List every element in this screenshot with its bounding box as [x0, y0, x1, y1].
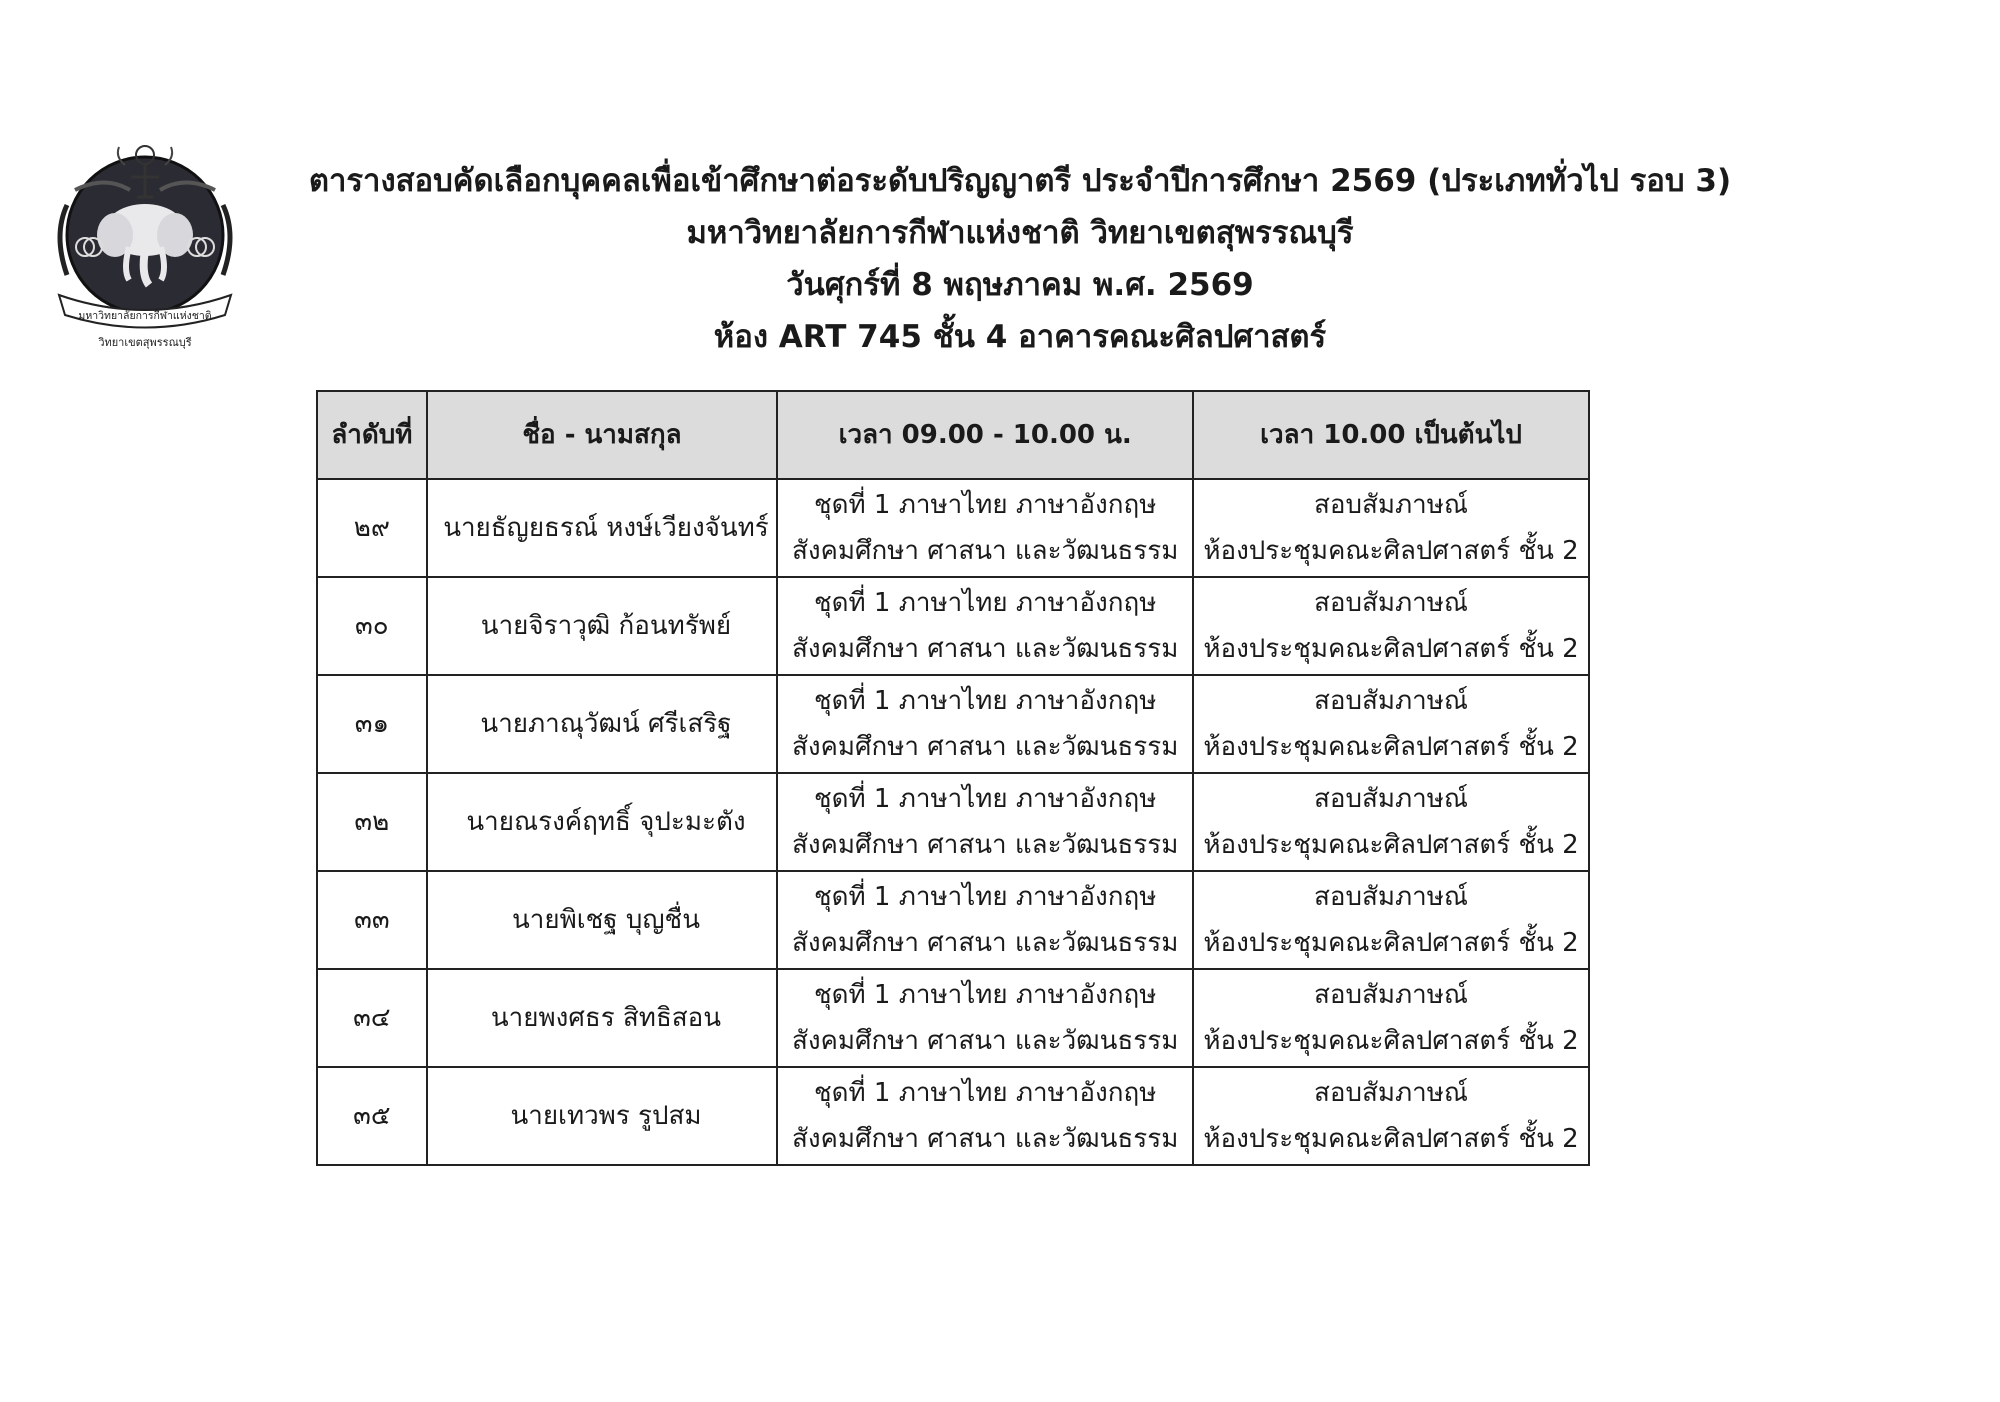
row-number: ๓๐	[317, 577, 427, 675]
row-number: ๒๙	[317, 479, 427, 577]
exam-line-1: ชุดที่ 1 ภาษาไทย ภาษาอังกฤษ	[813, 490, 1157, 520]
exam-line-2: สังคมศึกษา ศาสนา และวัฒนธรรม	[791, 1026, 1179, 1056]
table-row	[317, 871, 1589, 969]
row-number: ๓๔	[317, 969, 427, 1067]
interview-line-2: ห้องประชุมคณะศิลปศาสตร์ ชั้น 2	[1203, 1026, 1579, 1056]
written-exam-cell	[777, 871, 1193, 969]
svg-text:วิทยาเขตสุพรรณบุรี: วิทยาเขตสุพรรณบุรี	[98, 336, 192, 349]
written-exam-cell	[777, 577, 1193, 675]
table-row	[317, 1067, 1589, 1165]
row-number: ๓๑	[317, 675, 427, 773]
candidate-name: นายธัญยธรณ์ หงษ์เวียงจันทร์	[427, 479, 778, 577]
interview-line-1: สอบสัมภาษณ์	[1314, 882, 1469, 912]
exam-room: ห้อง ART 745 ชั้น 4 อาคารคณะศิลปศาสตร์	[713, 319, 1327, 355]
interview-line-2: ห้องประชุมคณะศิลปศาสตร์ ชั้น 2	[1203, 536, 1579, 566]
written-exam-cell	[777, 479, 1193, 577]
candidate-name: นายพงศธร สิทธิสอน	[427, 969, 778, 1067]
interview-cell	[1193, 675, 1589, 773]
exam-schedule-table	[316, 390, 1590, 1166]
row-number: ๓๒	[317, 773, 427, 871]
interview-line-1: สอบสัมภาษณ์	[1314, 1078, 1469, 1108]
interview-line-1: สอบสัมภาษณ์	[1314, 980, 1469, 1010]
exam-line-2: สังคมศึกษา ศาสนา และวัฒนธรรม	[791, 928, 1179, 958]
written-exam-cell	[777, 969, 1193, 1067]
exam-date: วันศุกร์ที่ 8 พฤษภาคม พ.ศ. 2569	[786, 267, 1254, 303]
interview-line-1: สอบสัมภาษณ์	[1314, 686, 1469, 716]
interview-cell	[1193, 969, 1589, 1067]
written-exam-cell	[777, 773, 1193, 871]
header-time-1: เวลา 09.00 - 10.00 น.	[777, 391, 1193, 479]
interview-cell	[1193, 1067, 1589, 1165]
exam-line-1: ชุดที่ 1 ภาษาไทย ภาษาอังกฤษ	[813, 980, 1157, 1010]
candidate-name: นายเทวพร รูปสม	[427, 1067, 778, 1165]
svg-text:มหาวิทยาลัยการกีฬาแห่งชาติ: มหาวิทยาลัยการกีฬาแห่งชาติ	[78, 310, 212, 322]
university-name: มหาวิทยาลัยการกีฬาแห่งชาติ วิทยาเขตสุพรรณบุรี	[686, 215, 1354, 251]
exam-line-1: ชุดที่ 1 ภาษาไทย ภาษาอังกฤษ	[813, 686, 1157, 716]
table-row	[317, 479, 1589, 577]
row-number: ๓๕	[317, 1067, 427, 1165]
exam-line-2: สังคมศึกษา ศาสนา และวัฒนธรรม	[791, 732, 1179, 762]
exam-line-2: สังคมศึกษา ศาสนา และวัฒนธรรม	[791, 1124, 1179, 1154]
candidate-name: นายณรงค์ฤทธิ์ จุปะมะตัง	[427, 773, 778, 871]
interview-cell	[1193, 577, 1589, 675]
interview-line-1: สอบสัมภาษณ์	[1314, 490, 1469, 520]
interview-line-2: ห้องประชุมคณะศิลปศาสตร์ ชั้น 2	[1203, 830, 1579, 860]
university-seal-icon	[45, 135, 245, 350]
table-row	[317, 577, 1589, 675]
exam-line-1: ชุดที่ 1 ภาษาไทย ภาษาอังกฤษ	[813, 882, 1157, 912]
interview-line-1: สอบสัมภาษณ์	[1314, 784, 1469, 814]
written-exam-cell	[777, 675, 1193, 773]
exam-line-1: ชุดที่ 1 ภาษาไทย ภาษาอังกฤษ	[813, 784, 1157, 814]
table-header-row	[317, 391, 1589, 479]
header-name: ชื่อ - นามสกุล	[427, 391, 778, 479]
candidate-name: นายจิราวุฒิ ก้อนทรัพย์	[427, 577, 778, 675]
exam-line-2: สังคมศึกษา ศาสนา และวัฒนธรรม	[791, 830, 1179, 860]
header-time-2: เวลา 10.00 เป็นต้นไป	[1193, 391, 1589, 479]
document-title: ตารางสอบคัดเลือกบุคคลเพื่อเข้าศึกษาต่อระดับปริญญาตรี ประจำปีการศึกษา 2569 (ประเภททั่วไป รอบ 3)	[308, 163, 1732, 199]
interview-line-2: ห้องประชุมคณะศิลปศาสตร์ ชั้น 2	[1203, 928, 1579, 958]
interview-cell	[1193, 871, 1589, 969]
candidate-name: นายพิเชฐ บุญชื่น	[427, 871, 778, 969]
interview-line-2: ห้องประชุมคณะศิลปศาสตร์ ชั้น 2	[1203, 1124, 1579, 1154]
interview-line-2: ห้องประชุมคณะศิลปศาสตร์ ชั้น 2	[1203, 732, 1579, 762]
interview-cell	[1193, 773, 1589, 871]
header-no: ลำดับที่	[317, 391, 427, 479]
interview-line-1: สอบสัมภาษณ์	[1314, 588, 1469, 618]
table-row	[317, 969, 1589, 1067]
exam-line-1: ชุดที่ 1 ภาษาไทย ภาษาอังกฤษ	[813, 1078, 1157, 1108]
exam-line-2: สังคมศึกษา ศาสนา และวัฒนธรรม	[791, 536, 1179, 566]
interview-line-2: ห้องประชุมคณะศิลปศาสตร์ ชั้น 2	[1203, 634, 1579, 664]
row-number: ๓๓	[317, 871, 427, 969]
candidate-name: นายภาณุวัฒน์ ศรีเสริฐ	[427, 675, 778, 773]
table-row	[317, 773, 1589, 871]
interview-cell	[1193, 479, 1589, 577]
document-header	[280, 155, 1760, 363]
exam-line-1: ชุดที่ 1 ภาษาไทย ภาษาอังกฤษ	[813, 588, 1157, 618]
table-row	[317, 675, 1589, 773]
exam-line-2: สังคมศึกษา ศาสนา และวัฒนธรรม	[791, 634, 1179, 664]
written-exam-cell	[777, 1067, 1193, 1165]
